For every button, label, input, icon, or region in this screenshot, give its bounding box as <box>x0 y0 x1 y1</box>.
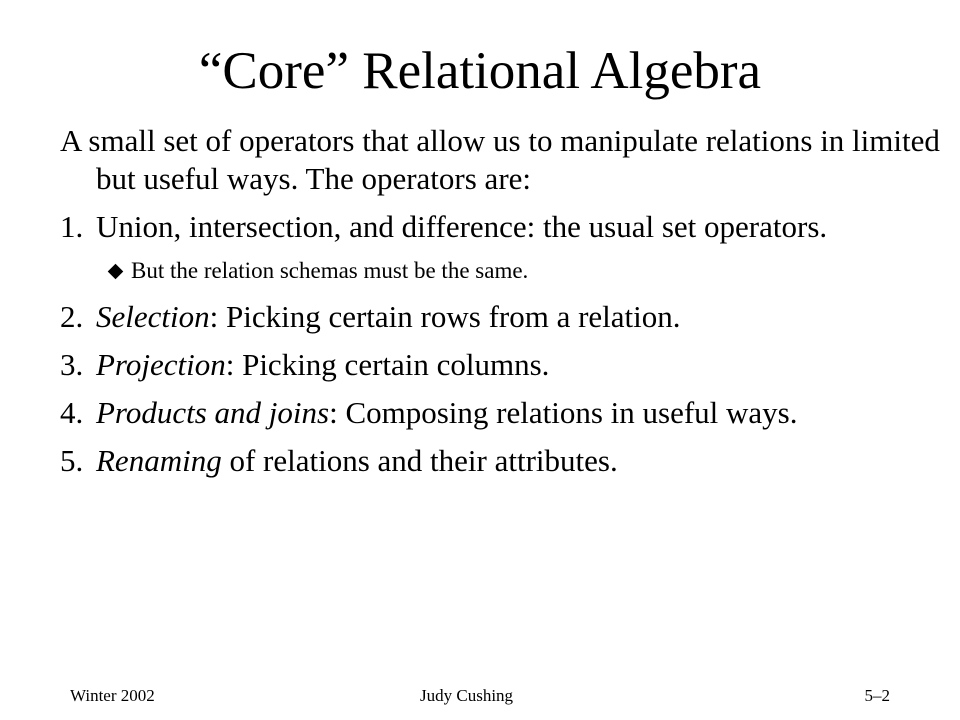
sub-bullet-text: But the relation schemas must be the same. <box>131 258 529 283</box>
slide-title: “Core” Relational Algebra <box>198 42 762 100</box>
item-rest: of relations and their attributes. <box>221 443 618 478</box>
item-text <box>96 394 797 432</box>
sub-bullet <box>106 256 940 286</box>
list-item-2 <box>60 298 940 336</box>
item-rest: : Composing relations in useful ways. <box>329 395 798 430</box>
list-item-5 <box>60 442 940 480</box>
footer-author: Judy Cushing <box>420 686 514 705</box>
item-text <box>96 298 681 336</box>
item-term: Projection <box>96 347 226 382</box>
item-term: Renaming <box>96 443 222 478</box>
footer-date: Winter 2002 <box>70 686 155 705</box>
diamond-bullet-icon <box>108 263 124 279</box>
item-number: 5. <box>60 443 84 478</box>
item-number: 1. <box>60 209 84 244</box>
item-text: Union, intersection, and difference: the usual set operators. <box>96 209 828 244</box>
item-number: 2. <box>60 299 84 334</box>
intro-paragraph: A small set of operators that allow us to manipulate relations in limited but useful ways. The operators are: <box>60 123 940 196</box>
item-rest: : Picking certain rows from a relation. <box>209 299 681 334</box>
footer-page-number: 5–2 <box>864 686 890 705</box>
item-number: 4. <box>60 395 84 430</box>
item-text <box>96 442 618 480</box>
item-rest: : Picking certain columns. <box>225 347 550 382</box>
list-item-1 <box>60 208 940 246</box>
item-term: Products and joins <box>96 395 330 430</box>
list-item-3 <box>60 346 940 384</box>
item-number: 3. <box>60 347 84 382</box>
item-term: Selection <box>96 299 210 334</box>
item-text <box>96 346 549 384</box>
list-item-4 <box>60 394 940 432</box>
slide-body <box>60 122 940 490</box>
